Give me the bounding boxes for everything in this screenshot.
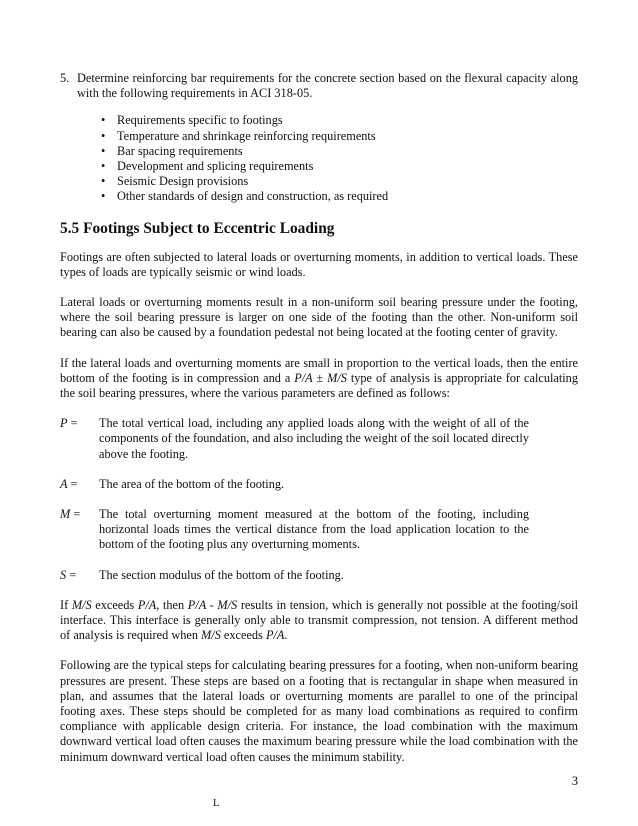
definition-text: The total overturning moment measured at the bottom of the footing, including horizontal loads times the vertical distance from the load application location to the bottom of the footing plus any overturning moments. bbox=[99, 506, 529, 552]
paragraph-4: If M/S exceeds P/A, then P/A - M/S results in tension, which is generally not possible at the footing/soil interface. This interface is generally only able to transmit compression, not tension. A different method of analysis is required when M/S exceeds P/A. bbox=[60, 597, 578, 643]
bullet-icon: • bbox=[101, 128, 106, 143]
definition-term: S = bbox=[60, 567, 77, 582]
bullet-icon: • bbox=[101, 113, 106, 128]
list-item: • Requirements specific to footings bbox=[101, 113, 283, 128]
step-5 bbox=[60, 71, 578, 101]
step-text: Determine reinforcing bar requirements for the concrete section based on the flexural capacity along with the following requirements in ACI 318-05. bbox=[77, 71, 578, 101]
requirements-list bbox=[60, 113, 578, 204]
definition-term: M = bbox=[60, 506, 81, 521]
step-number: 5. bbox=[60, 71, 70, 85]
definition-text: The total vertical load, including any applied loads along with the weight of all of the components of the foundation, and also including the weight of the soil located directly above the footing. bbox=[99, 416, 529, 461]
definition-p bbox=[60, 416, 578, 462]
bullet-icon: • bbox=[101, 189, 106, 204]
paragraph-2: Lateral loads or overturning moments result in a non-uniform soil bearing pressure under the footing, where the soil bearing pressure is larger on one side of the footing than the other. Non-uniform soil bearing can also be caused by a foundation pedestal not being located at the footing center of gravity. bbox=[60, 294, 578, 340]
list-item: • Other standards of design and construction, as required bbox=[101, 189, 389, 204]
definition-text: The section modulus of the bottom of the footing. bbox=[99, 567, 344, 582]
paragraph-3: If the lateral loads and overturning moments are small in proportion to the vertical loads, then the entire bottom of the footing is in compression and a P/A ± M/S type of analysis is appropriate for calculating the soil bearing pressures, where the various parameters are defined as follows: bbox=[60, 355, 578, 400]
bullet-icon: • bbox=[101, 174, 106, 189]
definition-a bbox=[60, 477, 578, 492]
document-page bbox=[60, 71, 578, 780]
section-heading: 5.5 Footings Subject to Eccentric Loading bbox=[60, 219, 335, 237]
list-item: • Seismic Design provisions bbox=[101, 174, 249, 189]
paragraph-5: Following are the typical steps for calculating bearing pressures for a footing, when non-uniform bearing pressures are present. These steps are based on a footing that is rectangular in shape when measured in plan, and assumes that the lateral loads or overturning moments are parallel to one of the principal footing axes. These steps should be completed for as many load combinations as required to confirm compliance with applicable design criteria. For instance, the load combination with the maximum downward vertical load often causes the maximum bearing pressure while the load combination with the minimum downward vertical load often causes the minimum stability. bbox=[60, 658, 578, 764]
list-item: • Bar spacing requirements bbox=[101, 143, 243, 158]
list-item: • Development and splicing requirements bbox=[101, 158, 314, 173]
list-item: • Temperature and shrinkage reinforcing requirements bbox=[101, 128, 376, 143]
paragraph-1: Footings are often subjected to lateral loads or overturning moments, in addition to vertical loads. These types of loads are typically seismic or wind loads. bbox=[60, 249, 578, 279]
definition-text: The area of the bottom of the footing. bbox=[99, 476, 285, 491]
bullet-icon: • bbox=[101, 143, 106, 158]
definition-s bbox=[60, 568, 578, 583]
page-number: 3 bbox=[571, 774, 578, 788]
bullet-icon: • bbox=[101, 158, 106, 173]
definition-term: P = bbox=[60, 416, 78, 431]
definition-term: A = bbox=[60, 476, 78, 491]
footer-mark: L bbox=[213, 798, 220, 809]
formula: P/A ± M/S bbox=[294, 370, 347, 385]
definition-m bbox=[60, 507, 578, 553]
